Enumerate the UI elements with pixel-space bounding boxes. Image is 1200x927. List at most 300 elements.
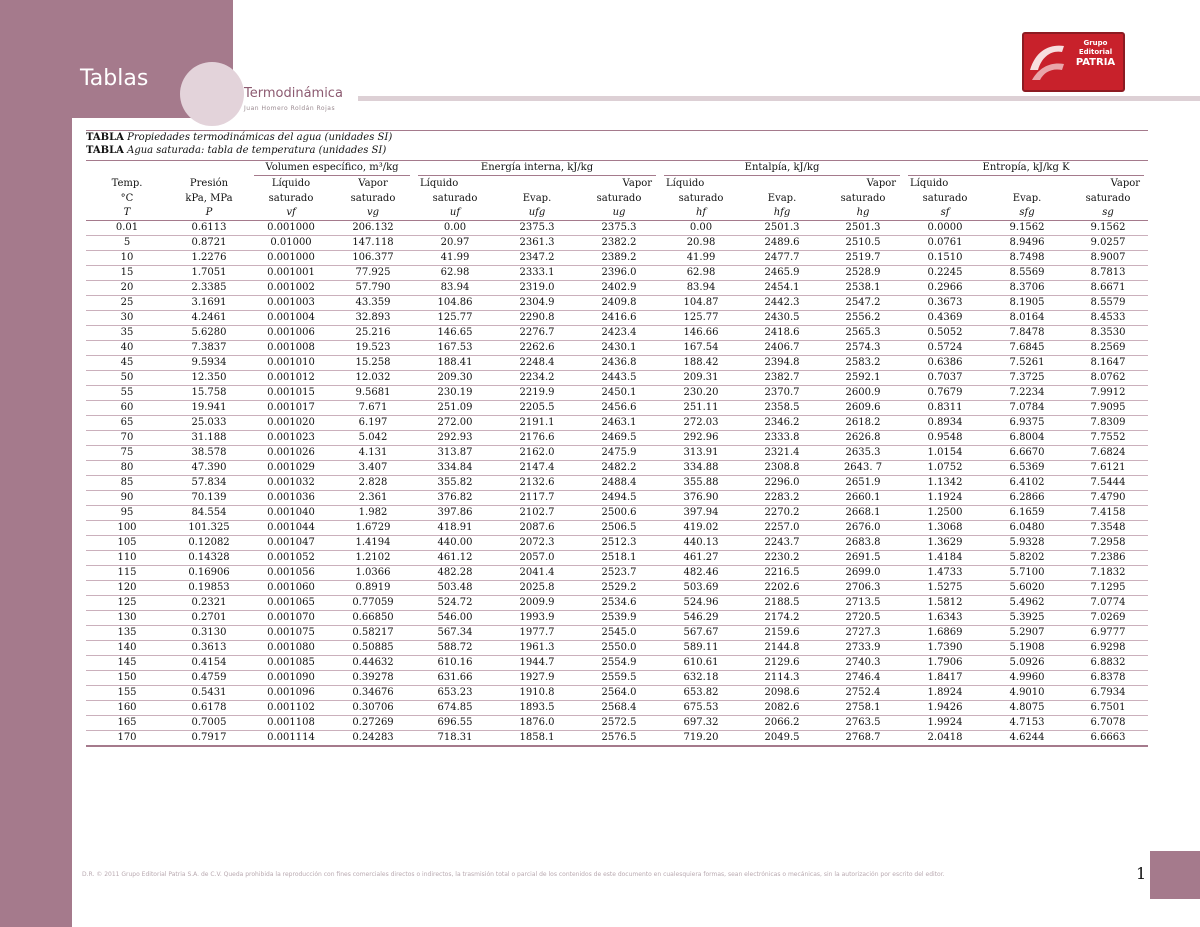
table-cell: 43.359 (332, 296, 414, 311)
table-cell: 2482.2 (578, 461, 660, 476)
section-title: Tablas (80, 66, 149, 91)
table-cell: 0.4154 (168, 656, 250, 671)
table-cell: 2066.2 (742, 716, 822, 731)
table-row (86, 326, 1148, 341)
table-cell: 272.03 (660, 416, 742, 431)
table-cell: 8.7813 (1068, 266, 1148, 281)
table-cell: 2523.7 (578, 566, 660, 581)
table-cell: 6.9298 (1068, 641, 1148, 656)
table-cell: 0.001000 (250, 221, 332, 236)
table-cell: 2626.8 (822, 431, 904, 446)
column-symbol: vg (332, 206, 414, 221)
table-cell: 1993.9 (496, 611, 578, 626)
table-cell: 2389.2 (578, 251, 660, 266)
table-cell: 0.2321 (168, 596, 250, 611)
table-cell: 0.001108 (250, 716, 332, 731)
table-cell: 2147.4 (496, 461, 578, 476)
table-cell: 2529.2 (578, 581, 660, 596)
column-symbol: hf (660, 206, 742, 221)
table-cell: 130 (86, 611, 168, 626)
table-cell: 0.6178 (168, 701, 250, 716)
table-cell: 461.12 (414, 551, 496, 566)
table-cell: 1.9426 (904, 701, 986, 716)
table-cell: 2683.8 (822, 536, 904, 551)
table-cell: 6.9375 (986, 416, 1068, 431)
table-cell: 0.001085 (250, 656, 332, 671)
table-cell: 0.9548 (904, 431, 986, 446)
column-symbol: sg (1068, 206, 1148, 221)
table-row (86, 596, 1148, 611)
table-row (86, 686, 1148, 701)
table-cell: 125.77 (660, 311, 742, 326)
table-cell: 524.72 (414, 596, 496, 611)
column-header (742, 176, 822, 191)
table-cell: 0.2966 (904, 281, 986, 296)
table-cell: 567.67 (660, 626, 742, 641)
column-symbol: hfg (742, 206, 822, 221)
table-cell: 2609.6 (822, 401, 904, 416)
table-cell: 2576.5 (578, 731, 660, 747)
table-cell: 0.001002 (250, 281, 332, 296)
table-cell: 15 (86, 266, 168, 281)
table-cell: 6.4102 (986, 476, 1068, 491)
table-cell: 2547.2 (822, 296, 904, 311)
table-cell: 2347.2 (496, 251, 578, 266)
table-cell: 6.5369 (986, 461, 1068, 476)
table-cell: 2469.5 (578, 431, 660, 446)
table-cell: 567.34 (414, 626, 496, 641)
table-cell: 7.671 (332, 401, 414, 416)
table-cell: 60 (86, 401, 168, 416)
table-cell: 2219.9 (496, 386, 578, 401)
table-cell: 2.361 (332, 491, 414, 506)
table-cell: 2583.2 (822, 356, 904, 371)
table-cell: 2102.7 (496, 506, 578, 521)
table-cell: 631.66 (414, 671, 496, 686)
table-cell: 0.001056 (250, 566, 332, 581)
table-cell: 2442.3 (742, 296, 822, 311)
table-cell: 7.0774 (1068, 596, 1148, 611)
table-row (86, 281, 1148, 296)
table-cell: 2643. 7 (822, 461, 904, 476)
table-cell: 1.4194 (332, 536, 414, 551)
table-cell: 588.72 (414, 641, 496, 656)
table-cell: 6.0480 (986, 521, 1068, 536)
table-cell: 7.2958 (1068, 536, 1148, 551)
table-row (86, 566, 1148, 581)
table-cell: 7.4790 (1068, 491, 1148, 506)
column-header: Evap. (522, 193, 552, 204)
table-cell: 1.7390 (904, 641, 986, 656)
table-cell: 15.758 (168, 386, 250, 401)
left-margin-strip (0, 0, 72, 927)
table-cell: 674.85 (414, 701, 496, 716)
table-cell: 2176.6 (496, 431, 578, 446)
table-cell: 2518.1 (578, 551, 660, 566)
table-cell: 2.3385 (168, 281, 250, 296)
table-cell: 718.31 (414, 731, 496, 747)
column-header: Líquido (271, 178, 311, 189)
header-row-2 (86, 191, 1148, 206)
table-cell: 6.7501 (1068, 701, 1148, 716)
table-cell: 2409.8 (578, 296, 660, 311)
column-header: saturado (268, 193, 314, 204)
table-cell: 0.2701 (168, 611, 250, 626)
table-cell: 0.001029 (250, 461, 332, 476)
column-header: Temp. (111, 178, 143, 189)
table-cell: 105 (86, 536, 168, 551)
table-cell: 1.2102 (332, 551, 414, 566)
table-cell: 35 (86, 326, 168, 341)
table-cell: 1.5275 (904, 581, 986, 596)
table-row (86, 386, 1148, 401)
table-cell: 2358.5 (742, 401, 822, 416)
table-cell: 1.4733 (904, 566, 986, 581)
table-cell: 0.7679 (904, 386, 986, 401)
table-cell: 170 (86, 731, 168, 747)
table-cell: 610.16 (414, 656, 496, 671)
table-cell: 50 (86, 371, 168, 386)
table-cell: 0.001060 (250, 581, 332, 596)
table-cell: 2430.5 (742, 311, 822, 326)
table-cell: 0.0000 (904, 221, 986, 236)
column-header: Evap. (1012, 193, 1042, 204)
table-cell: 653.23 (414, 686, 496, 701)
copyright-notice: D.R. © 2011 Grupo Editorial Patria S.A. de C.V. Queda prohibida la reproducción con fines comerciales directos o indirectos, la trasmisión total o parcial de los contenidos de este documento en cualesquiera formas, sean electrónicas o mecánicas, sin la autorización por escrito del editor. (82, 871, 945, 878)
table-cell: 355.88 (660, 476, 742, 491)
table-cell: 2465.9 (742, 266, 822, 281)
table-row (86, 236, 1148, 251)
table-cell: 2159.6 (742, 626, 822, 641)
table-cell: 0.01000 (250, 236, 332, 251)
group-energy: Energía interna, kJ/kg (414, 161, 660, 177)
table-cell: 0.001075 (250, 626, 332, 641)
table-cell: 2333.1 (496, 266, 578, 281)
table-cell: 0.8311 (904, 401, 986, 416)
table-cell: 1.0366 (332, 566, 414, 581)
table-cell: 1.8417 (904, 671, 986, 686)
page-number-tab (1150, 851, 1200, 899)
table-cell: 84.554 (168, 506, 250, 521)
table-cell: 4.131 (332, 446, 414, 461)
table-cell: 0.24283 (332, 731, 414, 747)
table-cell: 2510.5 (822, 236, 904, 251)
table-cell: 0.001080 (250, 641, 332, 656)
column-symbol: uf (414, 206, 496, 221)
table-cell: 2382.2 (578, 236, 660, 251)
table-cell: 2506.5 (578, 521, 660, 536)
table-cell: 2436.8 (578, 356, 660, 371)
table-cell: 83.94 (660, 281, 742, 296)
table-cell: 9.1562 (986, 221, 1068, 236)
table-cell: 6.8832 (1068, 656, 1148, 671)
table-cell: 2454.1 (742, 281, 822, 296)
table-cell: 7.3725 (986, 371, 1068, 386)
table-cell: 95 (86, 506, 168, 521)
column-header: Vapor (358, 178, 388, 189)
table-cell: 2559.5 (578, 671, 660, 686)
group-entropy: Entropía, kJ/kg K (904, 161, 1148, 177)
table-cell: 2396.0 (578, 266, 660, 281)
table-row (86, 341, 1148, 356)
table-cell: 1893.5 (496, 701, 578, 716)
table-cell: 0.001023 (250, 431, 332, 446)
table-cell: 0.001008 (250, 341, 332, 356)
table-cell: 106.377 (332, 251, 414, 266)
table-cell: 6.9777 (1068, 626, 1148, 641)
table-cell: 397.86 (414, 506, 496, 521)
table-cell: 2501.3 (742, 221, 822, 236)
table-cell: 2539.9 (578, 611, 660, 626)
table-cell: 2243.7 (742, 536, 822, 551)
table-cell: 5.1908 (986, 641, 1068, 656)
table-cell: 12.350 (168, 371, 250, 386)
table-cell: 2488.4 (578, 476, 660, 491)
table-cell: 0.001026 (250, 446, 332, 461)
table-cell: 41.99 (414, 251, 496, 266)
table-cell: 2.828 (332, 476, 414, 491)
table-cell: 292.93 (414, 431, 496, 446)
table-cell: 0.0761 (904, 236, 986, 251)
table-cell: 2188.5 (742, 596, 822, 611)
table-cell: 3.1691 (168, 296, 250, 311)
table-cell: 334.88 (660, 461, 742, 476)
table-cell: 25.033 (168, 416, 250, 431)
table-cell: 6.8378 (1068, 671, 1148, 686)
table-cell: 8.7498 (986, 251, 1068, 266)
table-cell: 2463.1 (578, 416, 660, 431)
table-cell: 80 (86, 461, 168, 476)
table-cell: 125 (86, 596, 168, 611)
table-cell: 482.46 (660, 566, 742, 581)
table-cell: 57.834 (168, 476, 250, 491)
table-cell: 2477.7 (742, 251, 822, 266)
table-cell: 2276.7 (496, 326, 578, 341)
table-cell: 20.97 (414, 236, 496, 251)
table-cell: 2618.2 (822, 416, 904, 431)
table-cell: 8.6671 (1068, 281, 1148, 296)
table-cell: 2308.8 (742, 461, 822, 476)
table-row (86, 221, 1148, 236)
table-cell: 45 (86, 356, 168, 371)
table-cell: 2534.6 (578, 596, 660, 611)
table-cell: 0.16906 (168, 566, 250, 581)
table-row (86, 476, 1148, 491)
table-cell: 0.001004 (250, 311, 332, 326)
table-cell: 41.99 (660, 251, 742, 266)
table-row (86, 551, 1148, 566)
table-cell: 31.188 (168, 431, 250, 446)
table-cell: 2132.6 (496, 476, 578, 491)
table-row (86, 356, 1148, 371)
table-cell: 272.00 (414, 416, 496, 431)
table-cell: 2528.9 (822, 266, 904, 281)
table-cell: 546.29 (660, 611, 742, 626)
table-cell: 104.87 (660, 296, 742, 311)
table-cell: 8.1647 (1068, 356, 1148, 371)
table-cell: 5.3925 (986, 611, 1068, 626)
table-cell: 2676.0 (822, 521, 904, 536)
table-cell: 2443.5 (578, 371, 660, 386)
table-cell: 2752.4 (822, 686, 904, 701)
table-cell: 0.2245 (904, 266, 986, 281)
table-cell: 0.00 (414, 221, 496, 236)
table-cell: 100 (86, 521, 168, 536)
table-cell: 313.87 (414, 446, 496, 461)
table-row (86, 446, 1148, 461)
table-cell: 1858.1 (496, 731, 578, 747)
table-cell: 7.3837 (168, 341, 250, 356)
table-cell: 0.001102 (250, 701, 332, 716)
table-cell: 2082.6 (742, 701, 822, 716)
table-cell: 2248.4 (496, 356, 578, 371)
table-cell: 0.001006 (250, 326, 332, 341)
table-cell: 7.5444 (1068, 476, 1148, 491)
table-cell: 0.8919 (332, 581, 414, 596)
table-cell: 19.941 (168, 401, 250, 416)
table-cell: 146.65 (414, 326, 496, 341)
table-cell: 19.523 (332, 341, 414, 356)
table-cell: 524.96 (660, 596, 742, 611)
table-cell: 30 (86, 311, 168, 326)
table-cell: 9.0257 (1068, 236, 1148, 251)
table-cell: 55 (86, 386, 168, 401)
table-cell: 2394.8 (742, 356, 822, 371)
table-cell: 2746.4 (822, 671, 904, 686)
table-row (86, 656, 1148, 671)
table-cell: 2494.5 (578, 491, 660, 506)
table-cell: 165 (86, 716, 168, 731)
table-cell: 461.27 (660, 551, 742, 566)
table-cell: 65 (86, 416, 168, 431)
table-cell: 0.7037 (904, 371, 986, 386)
column-header: saturado (350, 193, 396, 204)
table-cell: 57.790 (332, 281, 414, 296)
table-cell: 0.7917 (168, 731, 250, 747)
table-cell: 2512.3 (578, 536, 660, 551)
table-cell: 8.5579 (1068, 296, 1148, 311)
table-cell: 2009.9 (496, 596, 578, 611)
table-cell: 1.1924 (904, 491, 986, 506)
table-cell: 104.86 (414, 296, 496, 311)
table-cell: 2114.3 (742, 671, 822, 686)
table-cell: 0.3613 (168, 641, 250, 656)
table-cell: 2230.2 (742, 551, 822, 566)
table-cell: 5 (86, 236, 168, 251)
table-cell: 7.0784 (986, 401, 1068, 416)
table-cell: 2430.1 (578, 341, 660, 356)
table-row (86, 251, 1148, 266)
column-header: saturado (678, 193, 724, 204)
table-cell: 10 (86, 251, 168, 266)
table-cell: 0.14328 (168, 551, 250, 566)
table-cell: 2202.6 (742, 581, 822, 596)
table-cell: 2319.0 (496, 281, 578, 296)
column-header: Líquido (910, 178, 949, 189)
table-cell: 7.6824 (1068, 446, 1148, 461)
table-cell: 2568.4 (578, 701, 660, 716)
table-cell: 0.77059 (332, 596, 414, 611)
table-cell: 2740.3 (822, 656, 904, 671)
table-cell: 0.00 (660, 221, 742, 236)
table-cell: 7.8309 (1068, 416, 1148, 431)
table-cell: 2489.6 (742, 236, 822, 251)
table-cell: 2270.2 (742, 506, 822, 521)
table-cell: 6.8004 (986, 431, 1068, 446)
table-cell: 1.7906 (904, 656, 986, 671)
table-cell: 2333.8 (742, 431, 822, 446)
table-cell: 2361.3 (496, 236, 578, 251)
table-cell: 2475.9 (578, 446, 660, 461)
table-cell: 7.3548 (1068, 521, 1148, 536)
table-cell: 145 (86, 656, 168, 671)
table-cell: 2162.0 (496, 446, 578, 461)
column-symbol: vf (250, 206, 332, 221)
header-circle (180, 62, 244, 126)
table-cell: 206.132 (332, 221, 414, 236)
table-cell: 2592.1 (822, 371, 904, 386)
table-cell: 2418.6 (742, 326, 822, 341)
table-cell: 0.39278 (332, 671, 414, 686)
table-cell: 125.77 (414, 311, 496, 326)
table-cell: 146.66 (660, 326, 742, 341)
table-row (86, 581, 1148, 596)
table-cell: 251.09 (414, 401, 496, 416)
table-cell: 2554.9 (578, 656, 660, 671)
author-name: Juan Homero Roldán Rojas (244, 105, 336, 112)
table-cell: 2758.1 (822, 701, 904, 716)
table-cell: 7.9095 (1068, 401, 1148, 416)
logo-text-patria: PATRIA (1075, 57, 1116, 68)
table-cell: 0.5052 (904, 326, 986, 341)
table-cell: 2545.0 (578, 626, 660, 641)
table-cell: 7.1832 (1068, 566, 1148, 581)
table-cell: 2216.5 (742, 566, 822, 581)
table-cell: 0.001052 (250, 551, 332, 566)
column-header (496, 176, 578, 191)
header-rule (358, 96, 1200, 101)
table-row (86, 536, 1148, 551)
table-cell: 2129.6 (742, 656, 822, 671)
table-cell: 9.5934 (168, 356, 250, 371)
table-cell: 4.6244 (986, 731, 1068, 747)
table-cell: 7.5261 (986, 356, 1068, 371)
table-cell: 8.4533 (1068, 311, 1148, 326)
table-cell: 8.3530 (1068, 326, 1148, 341)
table-cell: 5.4962 (986, 596, 1068, 611)
table-row (86, 401, 1148, 416)
group-volume: Volumen específico, m³/kg (250, 161, 414, 177)
table-cell: 188.41 (414, 356, 496, 371)
table-cell: 7.9912 (1068, 386, 1148, 401)
table-cell: 0.001010 (250, 356, 332, 371)
table-cell: 230.20 (660, 386, 742, 401)
table-cell: 2691.5 (822, 551, 904, 566)
table-cell: 2456.6 (578, 401, 660, 416)
table-row (86, 611, 1148, 626)
table-cell: 0.001044 (250, 521, 332, 536)
table-cell: 632.18 (660, 671, 742, 686)
table-cell: 440.13 (660, 536, 742, 551)
table-cell: 1876.0 (496, 716, 578, 731)
table-cell: 4.2461 (168, 311, 250, 326)
table-cell: 1.3068 (904, 521, 986, 536)
table-cell: 2450.1 (578, 386, 660, 401)
table-row (86, 626, 1148, 641)
table-cell: 2406.7 (742, 341, 822, 356)
table-cell: 6.197 (332, 416, 414, 431)
table-cell: 0.6113 (168, 221, 250, 236)
